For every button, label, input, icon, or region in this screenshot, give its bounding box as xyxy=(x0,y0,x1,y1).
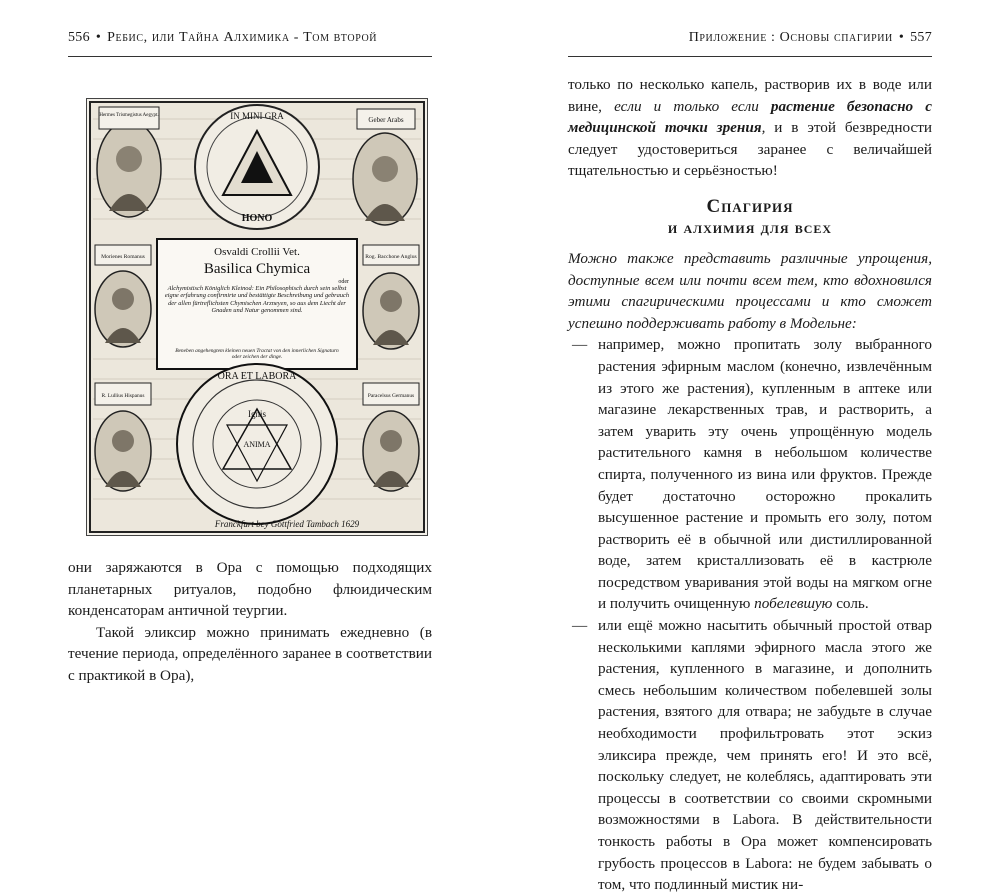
right-intro-paragraph xyxy=(568,74,932,182)
bottom-anima-text: ANIMA xyxy=(243,440,271,449)
top-circle-text: IN MINI GRA xyxy=(230,111,284,121)
dash-2: — xyxy=(572,617,588,635)
left-running-title: Ребис, или Тайна Алхимика - Том второй xyxy=(107,30,378,45)
label-lower-right: Paracelsus Germanus xyxy=(367,393,415,399)
intro-bold-italic: растение безопасно с медицинской точки зрения xyxy=(568,97,932,137)
section-title-line2: и алхимия для всех xyxy=(667,217,833,237)
right-running-header xyxy=(689,30,932,52)
left-header-rule xyxy=(68,56,432,57)
list-item-1 xyxy=(568,334,932,615)
list-item-2 xyxy=(568,615,932,896)
header-bullet-right: • xyxy=(898,30,905,45)
intro-part2: и в этой безвредности следует удостовериться заранее с величайшей тщательностью и серьёзностью! xyxy=(568,119,932,180)
section-title-line1: Спагирия xyxy=(706,195,794,217)
list-item-1-end: соль. xyxy=(832,595,869,613)
figure-footer: Franckfurt bey Gottfried Tambach 1629 xyxy=(214,519,360,529)
right-page-number: 557 xyxy=(910,30,932,45)
top-circle-hono: HONO xyxy=(241,213,273,224)
dash-1: — xyxy=(572,336,588,354)
banner-line2: Basilica Chymica xyxy=(203,261,311,277)
engraving-figure xyxy=(86,98,428,536)
portrait-mid-left xyxy=(95,245,151,347)
section-title xyxy=(568,196,932,238)
banner-tail-text: Beneben angehengtem kleinen neuen Tractat von den innerlichen Signaturn oder zeichen der dinge. xyxy=(175,348,339,361)
intro-italic: если и только если xyxy=(614,97,771,115)
title-banner xyxy=(157,239,357,369)
portrait-low-left xyxy=(95,411,151,491)
intro-part1: только по несколько капель, растворив их в воде или вине, xyxy=(568,76,932,115)
bottom-circle-text: ORA ET LABORA xyxy=(217,371,297,382)
left-page-number: 556 xyxy=(68,30,90,45)
right-header-rule xyxy=(568,56,932,57)
portrait-top-left xyxy=(97,107,161,217)
banner-oder: oder xyxy=(338,279,349,285)
banner-line1: Osvaldi Crollii Vet. xyxy=(214,246,300,258)
banner-german-text: Alchymistisch Königlich Kleinod: Ein Philosophisch durch sein selbst eigne erfahrung confirmirte und bestättigte Beschreibung und gebrauch der allen fürtreflichsten Chymischen Arzneyen, so aus dem Liecht der Gnaden und Natur genommen sind. xyxy=(164,285,350,315)
lead-italic-paragraph: Можно также представить различные упрощения, доступные всем или почти всем тем, кто вдохновился этими спагирическими процессами и кто сможет успешно поддерживать работу в Модельне: xyxy=(568,249,932,332)
label-top-right: Geber Arabs xyxy=(368,116,404,124)
label-lower-left: R. Lullius Hispanus xyxy=(101,393,145,399)
portrait-mid-right xyxy=(363,245,419,349)
label-mid-right: Rog. Bacchone Anglus xyxy=(365,254,417,260)
list-item-2-text: или ещё можно насытить обычный простой отвар несколькими каплями эфирного масла этого же растения, купленного в магазине, и дополнить смесь небольшим количеством побелевшей золы растения, взятого для отвара; не забудьте в случае необходимости профильтровать этот эскиз эликсира прежде, чем принять его! И это всё, поскольку следует, не колеблясь, адаптировать эти процессы в соответствии со своими скромными возможностями в Labora. В действительности тонкость работы в Ора может компенсировать грубость процессов в Labora: не будем забывать о том, что подлинный мистик ни- xyxy=(598,617,932,894)
right-page xyxy=(500,0,1000,894)
left-body-text xyxy=(68,557,432,687)
list-item-1-italic: побелевшую xyxy=(754,595,833,613)
bottom-medallion xyxy=(177,364,337,524)
right-running-title: Приложение : Основы спагирии xyxy=(688,30,893,45)
intro-comma: , xyxy=(761,119,766,137)
list-item-1-text: например, можно пропитать золу выбранного растения эфирным маслом (конечно, извлечённым из этого же растения), купленным в аптеке или магазине лекарственных трав, и растворить, а затем уварить эту очень упрощённую модель растительного камня в небольшом количестве спирта, полученного из вина или фруктов. Прежде будет достаточно осторожно прокалить высушенное растение и промыть его золу, потом растворить её в обычной или дистиллированной воде, затем кристаллизовать её в кастрюле посредством уваривания этой воды на мягком огне и получить очищенную xyxy=(598,336,932,613)
left-running-header xyxy=(68,30,377,52)
portrait-low-right xyxy=(363,411,419,491)
label-mid-left: Morienes Romanus xyxy=(101,254,145,260)
left-paragraph-1: они заряжаются в Ора с помощью подходящих планетарных ритуалов, подобно флюидическим конденсаторам античной теургии. xyxy=(68,559,432,620)
right-body-text xyxy=(568,74,932,896)
portrait-top-right xyxy=(353,109,417,225)
header-bullet: • xyxy=(95,30,102,45)
left-page xyxy=(0,0,500,707)
left-paragraph-2: Такой эликсир можно принимать ежедневно (в течение периода, определённого заранее в соответствии с практикой в Ора), xyxy=(68,623,432,684)
label-top-left: Hermes Trismegistus Aegypt. xyxy=(99,113,159,118)
top-medallion xyxy=(195,105,319,229)
bottom-inner-text: Ignis xyxy=(248,409,266,419)
